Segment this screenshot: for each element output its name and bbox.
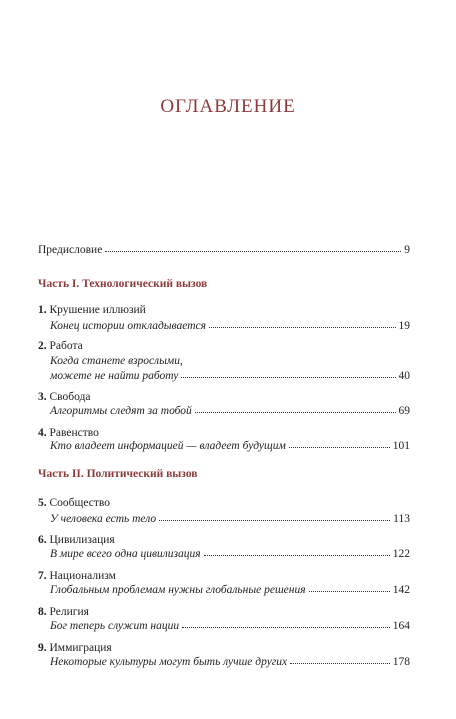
chapter-name: Крушение иллюзий xyxy=(49,304,146,316)
dot-leader xyxy=(204,554,390,556)
toc-entry[interactable] xyxy=(38,438,410,454)
dot-leader xyxy=(159,519,390,521)
chapter-title[interactable] xyxy=(38,495,410,511)
dot-leader xyxy=(289,446,390,448)
page-title: ОГЛАВЛЕНИЕ xyxy=(160,96,296,117)
page-number: 69 xyxy=(398,405,410,417)
chapter-number: 5. xyxy=(38,497,47,509)
page-number: 178 xyxy=(392,656,410,668)
page-number: 142 xyxy=(392,584,410,596)
chapter-title[interactable] xyxy=(38,302,410,318)
chapter-number: 9. xyxy=(38,642,47,654)
preface-label: Предисловие xyxy=(38,244,103,256)
dot-leader xyxy=(209,326,396,328)
chapter-subtitle: Некоторые культуры могут быть лучше других xyxy=(50,656,288,668)
chapter-title[interactable] xyxy=(38,338,410,354)
dot-leader xyxy=(309,590,390,592)
toc-entry[interactable] xyxy=(38,368,410,384)
page-number: 40 xyxy=(398,370,410,382)
toc-entry[interactable] xyxy=(38,582,410,598)
chapter-subtitle: Кто владеет информацией — владеет будущим xyxy=(50,440,286,452)
dot-leader xyxy=(182,626,390,628)
chapter-subtitle: Алгоритмы следят за тобой xyxy=(50,405,192,417)
page-number: 122 xyxy=(392,548,410,560)
toc-entry xyxy=(38,353,410,369)
toc-entry[interactable] xyxy=(38,318,410,334)
page-number: 101 xyxy=(392,440,410,452)
page-number: 9 xyxy=(404,244,410,256)
chapter-subtitle: Глобальным проблемам нужны глобальные решения xyxy=(50,584,306,596)
chapter-name: Сообщество xyxy=(49,497,110,509)
chapter-number: 3. xyxy=(38,391,47,403)
part-heading: Часть I. Технологический вызов xyxy=(38,278,208,290)
toc-entry[interactable] xyxy=(38,618,410,634)
chapter-subtitle: Когда станете взрослыми, xyxy=(50,355,183,367)
chapter-subtitle: У человека есть тело xyxy=(50,513,157,525)
chapter-number: 1. xyxy=(38,304,47,316)
chapter-subtitle: Конец истории откладывается xyxy=(50,320,206,332)
dot-leader xyxy=(195,411,396,413)
dot-leader xyxy=(290,662,390,664)
chapter-subtitle: В мире всего одна цивилизация xyxy=(50,548,201,560)
chapter-name: Религия xyxy=(49,606,89,618)
toc-entry[interactable] xyxy=(38,511,410,527)
toc-entry[interactable] xyxy=(38,403,410,419)
toc-entry[interactable] xyxy=(38,654,410,670)
chapter-name: Иммиграция xyxy=(49,642,112,654)
chapter-subtitle: Бог теперь служит нации xyxy=(50,620,180,632)
chapter-name: Равенство xyxy=(49,427,99,439)
chapter-name: Свобода xyxy=(49,391,91,403)
page-number: 164 xyxy=(392,620,410,632)
chapter-subtitle: можете не найти работу xyxy=(50,370,179,382)
chapter-number: 2. xyxy=(38,340,47,352)
part-heading: Часть II. Политический вызов xyxy=(38,468,198,480)
chapter-number: 6. xyxy=(38,534,47,546)
chapter-name: Цивилизация xyxy=(49,534,115,546)
chapter-number: 4. xyxy=(38,427,47,439)
chapter-number: 8. xyxy=(38,606,47,618)
chapter-number: 7. xyxy=(38,570,47,582)
toc-entry[interactable] xyxy=(38,546,410,562)
chapter-name: Работа xyxy=(49,340,83,352)
dot-leader xyxy=(181,376,395,378)
page-number: 19 xyxy=(398,320,410,332)
chapter-name: Национализм xyxy=(49,570,116,582)
toc-entry-preface[interactable] xyxy=(38,242,410,258)
dot-leader xyxy=(105,250,401,252)
page-number: 113 xyxy=(393,513,410,525)
